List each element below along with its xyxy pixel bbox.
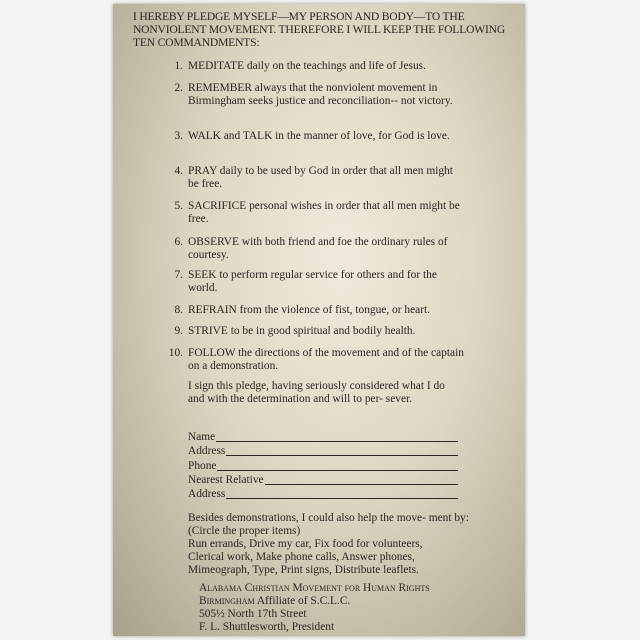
commandment-item <box>165 304 465 317</box>
phone-field[interactable] <box>188 458 458 472</box>
organization-address: 505½ North 17th Street <box>199 608 307 620</box>
pledge-statement: I sign this pledge, having seriously considered what I do and with the determination and will to per- sever. <box>188 380 445 405</box>
commandment-keyword: REFRAIN <box>188 304 237 316</box>
affiliate-text: Affiliate of S.C.L.C. <box>254 595 351 607</box>
pledge-card <box>113 4 525 636</box>
president-line: F. L. Shuttlesworth, President <box>199 621 335 633</box>
commandment-keyword: PRAY <box>188 165 217 177</box>
help-options-line: Mimeograph, Type, Print signs, Distribute leaflets. <box>188 564 419 576</box>
commandment-number: 5. <box>174 200 183 212</box>
commandment-text: daily to be used by God in order that all men might be free. <box>188 165 453 190</box>
commandment-text: from the violence of fist, tongue, or heart. <box>236 304 430 316</box>
affiliate-line <box>199 595 489 608</box>
commandment-number: 7. <box>174 269 183 281</box>
commandment-text: to be in good spiritual and bodily health. <box>227 325 416 337</box>
organization-name: Alabama Christian Movement for Human Rights <box>199 582 430 594</box>
commandment-keyword: REMEMBER <box>188 82 252 94</box>
commandment-number: 6. <box>174 236 183 248</box>
help-options-line: Clerical work, Make phone calls, Answer phones, <box>188 551 415 563</box>
commandment-keyword: WALK <box>188 130 221 142</box>
commandment-text: personal wishes in order that all men might be free. <box>188 200 460 225</box>
commandment-item <box>165 200 465 226</box>
commandment-item <box>165 269 465 295</box>
commandment-keyword: FOLLOW <box>188 347 236 359</box>
help-intro: Besides demonstrations, I could also help the move- ment by: (Circle the proper items) <box>188 512 469 537</box>
commandment-keyword: OBSERVE <box>188 236 239 248</box>
commandment-keyword: SACRIFICE <box>188 200 247 212</box>
field-label: Nearest Relative <box>188 473 264 486</box>
commandment-number: 2. <box>174 82 183 94</box>
commandment-item <box>165 82 465 108</box>
commandment-number: 1. <box>174 60 183 72</box>
commandment-keyword: STRIVE <box>188 325 228 337</box>
field-label: Address <box>188 487 226 500</box>
commandment-number: 3. <box>174 130 183 142</box>
commandment-item <box>165 60 465 73</box>
commandment-text: the directions of the movement and of the captain on a demonstration. <box>188 347 464 372</box>
signup-form <box>188 430 458 501</box>
field-label: Phone <box>188 459 217 472</box>
commandment-keyword: SEEK <box>188 269 217 281</box>
field-line[interactable] <box>216 441 458 442</box>
commandment-text: with both friend and foe the ordinary rules of courtesy. <box>188 236 448 261</box>
field-line[interactable] <box>226 455 458 456</box>
commandment-text: to perform regular service for others and for the world. <box>188 269 437 294</box>
organization-block <box>199 582 489 634</box>
field-label: Address <box>188 445 226 458</box>
commandment-number: 8. <box>174 304 183 316</box>
field-line[interactable] <box>217 470 458 471</box>
commandment-item <box>165 325 465 338</box>
help-options <box>188 512 488 577</box>
field-line[interactable] <box>226 498 458 499</box>
commandment-item <box>165 165 465 191</box>
commandment-item <box>165 236 465 262</box>
commandment-number: 10. <box>168 347 183 359</box>
commandment-text: daily on the teachings and life of Jesus. <box>244 60 426 72</box>
commandment-keyword: MEDITATE <box>188 60 245 72</box>
commandment-number: 9. <box>174 325 183 337</box>
field-label: Name <box>188 431 216 444</box>
nearest-relative-field[interactable] <box>188 473 458 487</box>
commandment-text: and TALK in the manner of love, for God is love. <box>220 130 450 142</box>
commandment-number: 4. <box>174 165 183 177</box>
relative-address-field[interactable] <box>188 487 458 501</box>
commandment-item <box>165 130 465 143</box>
commandment-text: always that the nonviolent movement in Birmingham seeks justice and reconciliation-- not victory. <box>188 82 453 107</box>
field-line[interactable] <box>265 484 458 485</box>
commandment-item <box>165 347 465 373</box>
address-field[interactable] <box>188 444 458 458</box>
name-field[interactable] <box>188 430 458 444</box>
city-name: Birmingham <box>199 595 255 607</box>
help-options-line: Run errands, Drive my car, Fix food for volunteers, <box>188 538 423 550</box>
pledge-heading: I HEREBY PLEDGE MYSELF—MY PERSON AND BODY—TO THE NONVIOLENT MOVEMENT. THEREFORE I WILL KEEP THE FOLLOWING TEN COMMANDMENTS: <box>133 10 505 49</box>
